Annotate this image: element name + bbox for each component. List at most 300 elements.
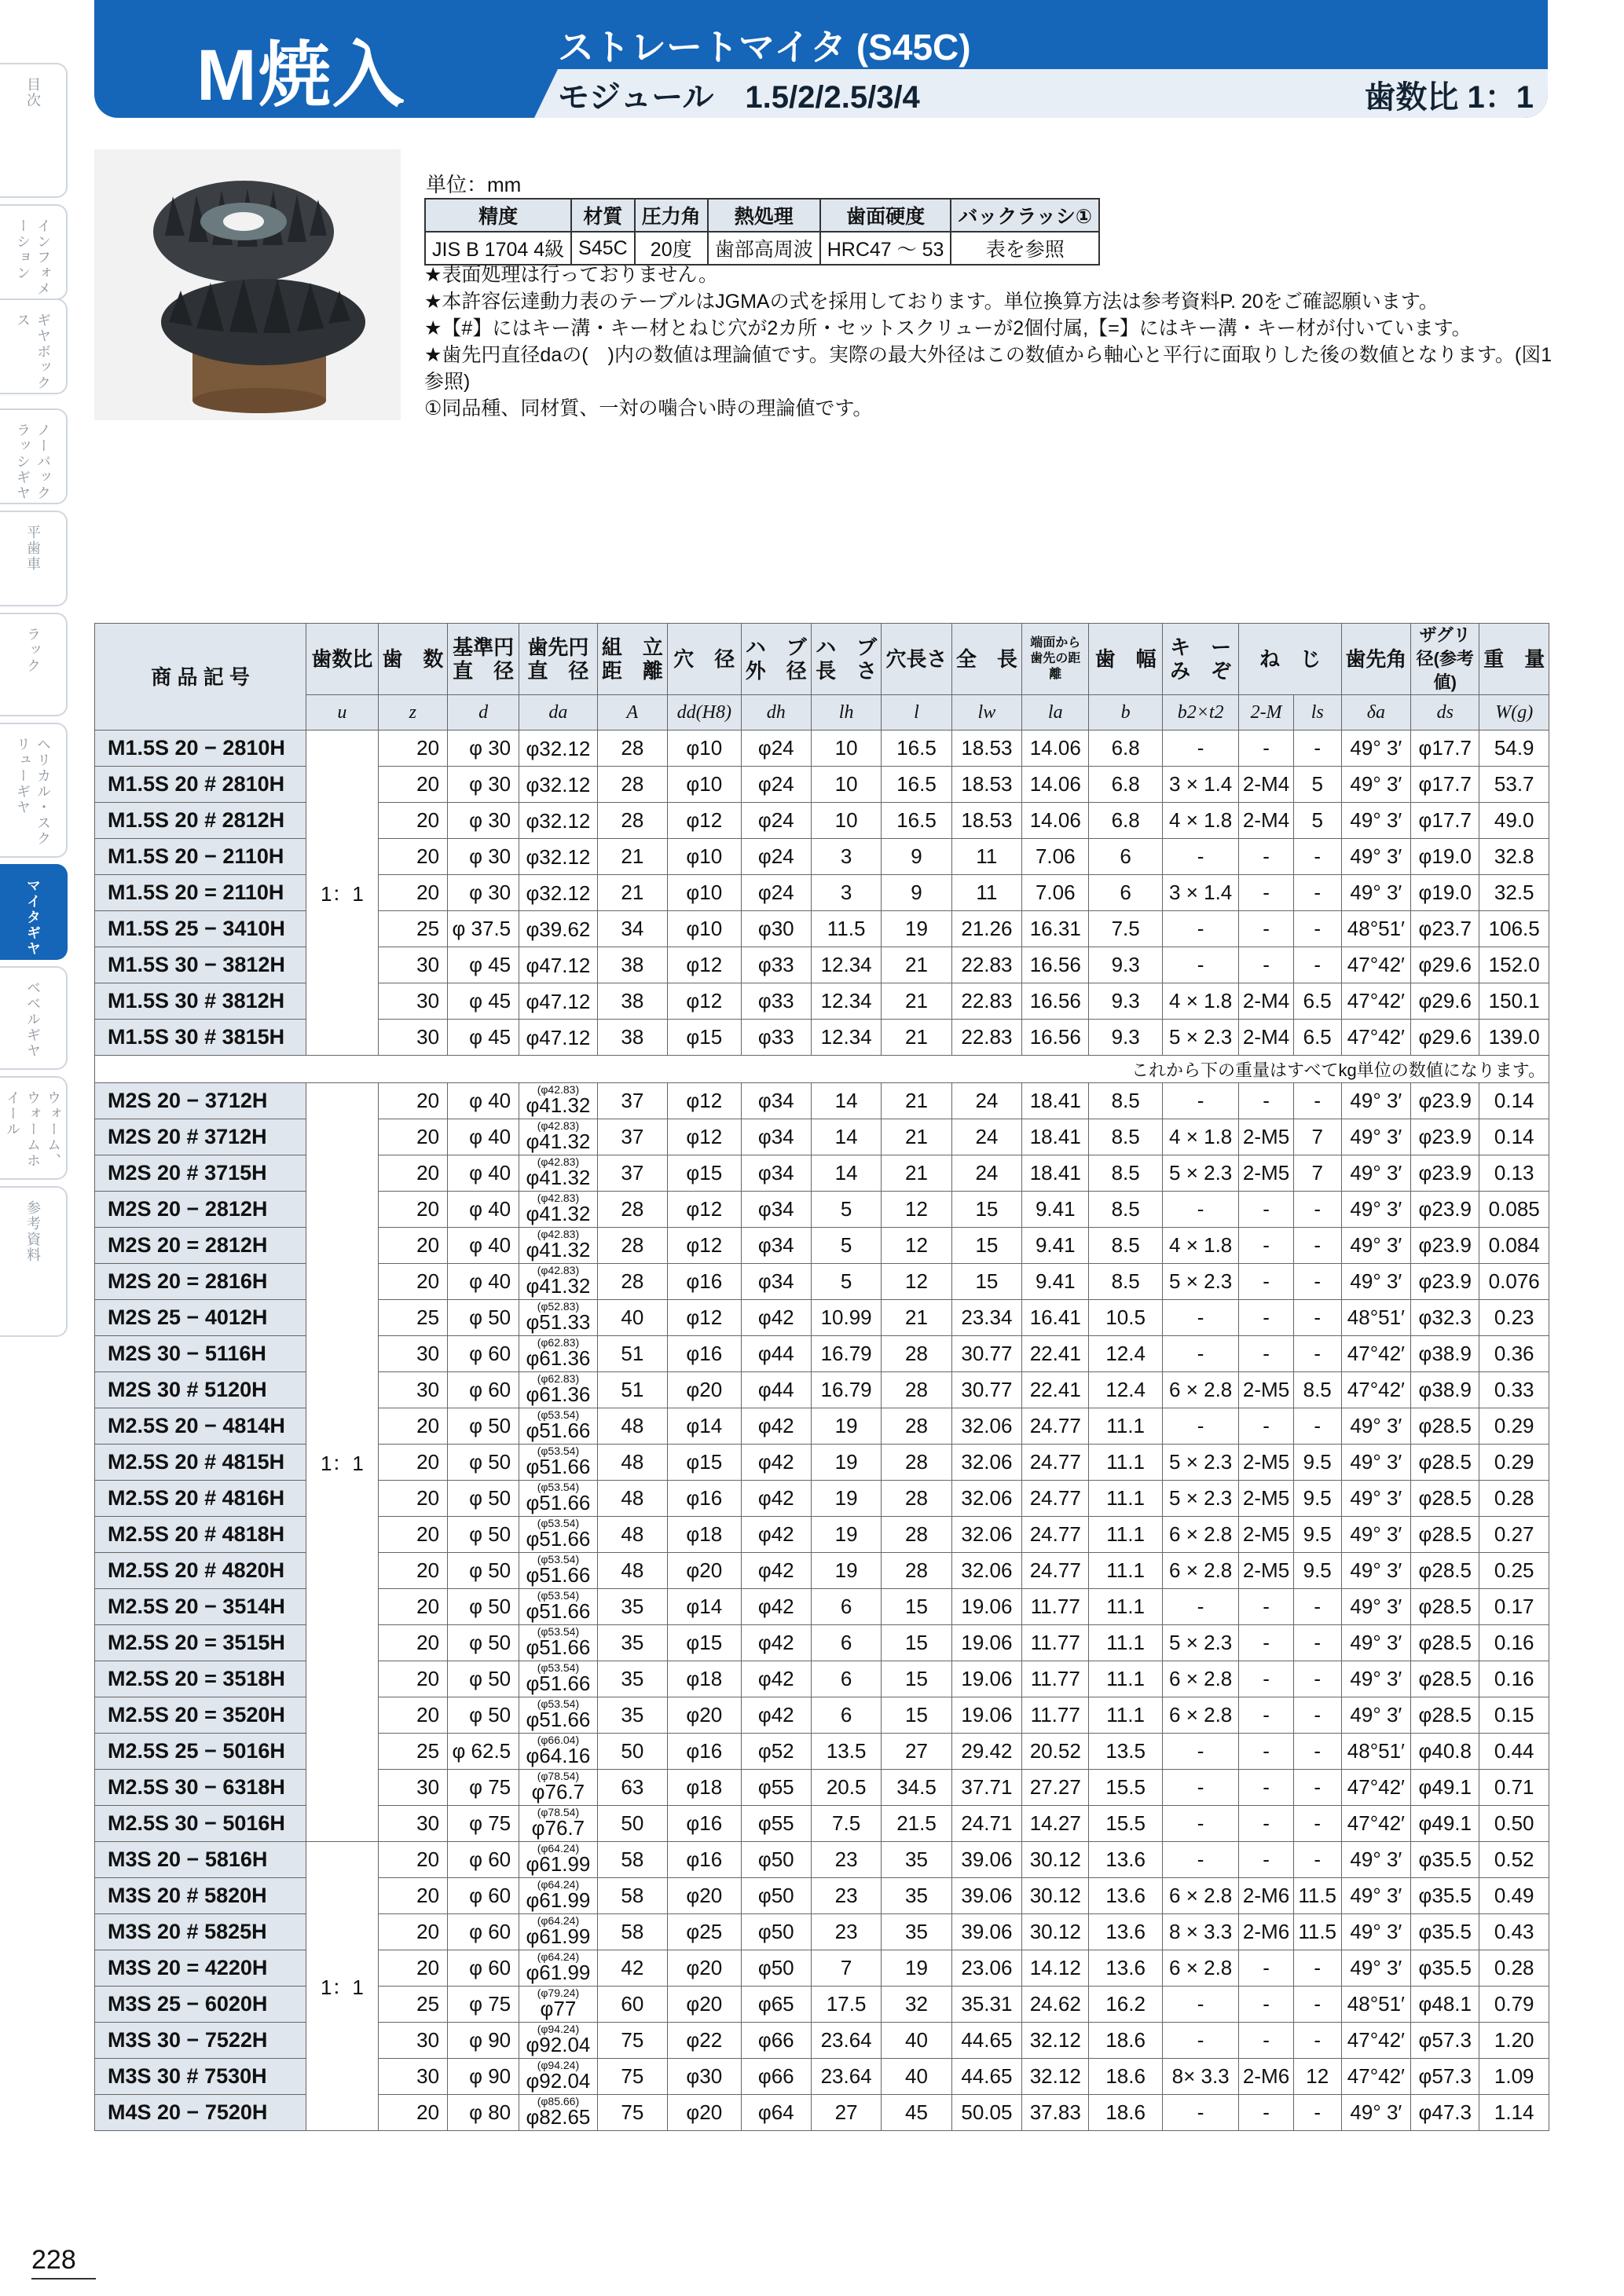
sidebar-tab-label: ウォーム、ウォームホイール <box>5 1090 61 1169</box>
table-cell: φ32.3 <box>1411 1300 1479 1336</box>
sidebar-tab <box>0 613 68 716</box>
notes <box>424 262 1556 422</box>
table-cell: 48°51′ <box>1341 911 1410 947</box>
tip-diameter-value: φ92.04 <box>526 2068 591 2093</box>
table-cell: 2-M5 <box>1239 1372 1293 1408</box>
header-ds: ザグリ径(参考値) <box>1411 624 1479 695</box>
table-cell: 18.41 <box>1022 1083 1089 1119</box>
table-cell: - <box>1239 1625 1293 1661</box>
table-cell: 2-M5 <box>1239 1445 1293 1481</box>
tip-diameter-value: φ51.33 <box>526 1309 591 1334</box>
table-cell: 25 <box>378 1987 447 2023</box>
table-cell: φ 40 <box>448 1155 519 1192</box>
table-cell: - <box>1239 1589 1293 1625</box>
table-cell: - <box>1239 1408 1293 1445</box>
table-cell: 16.41 <box>1022 1300 1089 1336</box>
table-cell: φ23.9 <box>1411 1228 1479 1264</box>
table-cell: 48 <box>597 1445 667 1481</box>
tip-diameter-theoretical: (φ53.54) <box>537 1588 580 1602</box>
sidebar-tab <box>0 723 68 858</box>
table-cell: 23 <box>811 1878 881 1914</box>
table-cell: φ42 <box>741 1589 811 1625</box>
table-cell: 47°42′ <box>1341 2059 1410 2095</box>
table-cell: 18.53 <box>951 731 1021 767</box>
table-cell: 58 <box>597 1842 667 1878</box>
table-cell: 5 <box>1293 767 1341 803</box>
table-cell: 0.14 <box>1479 1083 1549 1119</box>
table-cell: 28 <box>882 1336 951 1372</box>
table-cell: 49° 3′ <box>1341 1119 1410 1155</box>
table-cell: φ 60 <box>448 1914 519 1950</box>
tip-diameter <box>519 1336 598 1372</box>
table-cell: φ10 <box>668 839 741 875</box>
tip-diameter <box>519 1155 598 1192</box>
table-cell: - <box>1293 1264 1341 1300</box>
table-cell: φ 37.5 <box>448 911 519 947</box>
table-cell: - <box>1293 1806 1341 1842</box>
table-cell: 15.5 <box>1089 1770 1162 1806</box>
module-list: モジュール 1.5/2/2.5/3/4 <box>558 80 920 115</box>
table-cell: - <box>1293 1336 1341 1372</box>
table-cell: - <box>1293 1192 1341 1228</box>
product-code: M1.5S 20 = 2110H <box>95 875 306 911</box>
table-cell: - <box>1293 1697 1341 1734</box>
tip-diameter-value: φ51.66 <box>526 1526 591 1551</box>
table-cell: - <box>1239 1661 1293 1697</box>
table-cell: 20 <box>378 1481 447 1517</box>
table-cell: φ23.7 <box>1411 911 1479 947</box>
table-cell: 75 <box>597 2059 667 2095</box>
table-cell: 29.42 <box>951 1734 1021 1770</box>
table-cell: φ28.5 <box>1411 1445 1479 1481</box>
tip-diameter-value: φ41.32 <box>526 1201 591 1225</box>
table-cell: 2-M5 <box>1239 1119 1293 1155</box>
table-cell: 48°51′ <box>1341 1734 1410 1770</box>
tip-diameter-theoretical: (φ64.24) <box>537 1913 580 1927</box>
table-cell: 18.53 <box>951 767 1021 803</box>
tip-diameter-theoretical: (φ52.83) <box>537 1299 580 1313</box>
table-cell: 6 × 2.8 <box>1162 1517 1239 1553</box>
table-cell: 25 <box>378 1734 447 1770</box>
table-cell: φ34 <box>741 1083 811 1119</box>
table-cell: 32.8 <box>1479 839 1549 875</box>
table-cell: 54.9 <box>1479 731 1549 767</box>
table-cell: 49° 3′ <box>1341 839 1410 875</box>
header-la: 端面から歯先の距離 <box>1022 624 1089 695</box>
table-cell: 7.5 <box>811 1806 881 1842</box>
table-cell: 0.44 <box>1479 1734 1549 1770</box>
table-cell: φ24 <box>741 731 811 767</box>
table-cell: φ18 <box>668 1517 741 1553</box>
table-cell: 17.5 <box>811 1987 881 2023</box>
table-cell: 24.77 <box>1022 1408 1089 1445</box>
table-cell: 9.41 <box>1022 1264 1089 1300</box>
table-cell: 49° 3′ <box>1341 1083 1410 1119</box>
table-cell: - <box>1239 875 1293 911</box>
table-cell: 32.12 <box>1022 2059 1089 2095</box>
table-cell: 23.64 <box>811 2023 881 2059</box>
table-cell: φ44 <box>741 1372 811 1408</box>
table-cell: φ30 <box>668 2059 741 2095</box>
tip-diameter-value: φ32.12 <box>526 844 591 869</box>
table-cell: 25 <box>378 1300 447 1336</box>
table-cell: 16.56 <box>1022 1020 1089 1056</box>
table-cell: 37 <box>597 1155 667 1192</box>
table-cell: φ 40 <box>448 1119 519 1155</box>
table-cell: 16.79 <box>811 1336 881 1372</box>
product-code: M2.5S 20 # 4815H <box>95 1445 306 1481</box>
tip-diameter-value: φ41.32 <box>526 1165 591 1189</box>
table-cell: 0.085 <box>1479 1192 1549 1228</box>
table-cell: 20 <box>378 1517 447 1553</box>
table-cell: 16.79 <box>811 1372 881 1408</box>
table-cell: φ50 <box>741 1950 811 1987</box>
table-cell: 106.5 <box>1479 911 1549 947</box>
table-cell: φ 30 <box>448 839 519 875</box>
tip-diameter-theoretical: (φ94.24) <box>537 2058 580 2071</box>
table-cell: 47°42′ <box>1341 2023 1410 2059</box>
table-cell: 63 <box>597 1770 667 1806</box>
table-cell: 18.6 <box>1089 2095 1162 2131</box>
table-cell: 16.5 <box>882 767 951 803</box>
table-cell: - <box>1162 1987 1239 2023</box>
table-cell: 32.06 <box>951 1553 1021 1589</box>
header-ratio: 歯数比 <box>306 624 378 695</box>
table-cell: φ28.5 <box>1411 1697 1479 1734</box>
table-cell: φ55 <box>741 1806 811 1842</box>
table-cell: 12.34 <box>811 983 881 1020</box>
table-cell: 24.77 <box>1022 1445 1089 1481</box>
product-code: M1.5S 25 − 3410H <box>95 911 306 947</box>
symbol-cell: l <box>882 695 951 731</box>
gear-ratio: 歯数比 1：1 <box>1364 80 1534 115</box>
table-cell: φ12 <box>668 1228 741 1264</box>
table-cell: 20 <box>378 767 447 803</box>
symbol-cell: lh <box>811 695 881 731</box>
product-table <box>94 623 1549 2131</box>
tip-diameter <box>519 1770 598 1806</box>
table-cell: 13.6 <box>1089 1842 1162 1878</box>
table-cell: φ34 <box>741 1192 811 1228</box>
table-cell: φ 60 <box>448 1950 519 1987</box>
table-cell: φ 50 <box>448 1408 519 1445</box>
table-cell: 50 <box>597 1806 667 1842</box>
table-cell: 18.6 <box>1089 2023 1162 2059</box>
table-cell: 42 <box>597 1950 667 1987</box>
table-cell: 5 × 2.3 <box>1162 1481 1239 1517</box>
table-cell: 7 <box>811 1950 881 1987</box>
table-cell: 20 <box>378 1697 447 1734</box>
table-cell: φ 50 <box>448 1553 519 1589</box>
sidebar-tab <box>0 966 68 1070</box>
table-cell: 0.28 <box>1479 1481 1549 1517</box>
table-cell: 13.6 <box>1089 1914 1162 1950</box>
table-cell: φ34 <box>741 1119 811 1155</box>
table-cell: 0.14 <box>1479 1119 1549 1155</box>
table-cell: 20.52 <box>1022 1734 1089 1770</box>
table-cell: 48 <box>597 1481 667 1517</box>
table-cell: 40 <box>597 1300 667 1336</box>
table-cell: 13.5 <box>811 1734 881 1770</box>
table-cell: - <box>1293 1842 1341 1878</box>
table-cell: φ 75 <box>448 1770 519 1806</box>
table-cell: 11.1 <box>1089 1589 1162 1625</box>
table-cell: 10 <box>811 803 881 839</box>
table-cell: 20 <box>378 1914 447 1950</box>
table-cell: 30 <box>378 1336 447 1372</box>
table-cell: 39.06 <box>951 1878 1021 1914</box>
table-cell: 32 <box>882 1987 951 2023</box>
table-cell: φ23.9 <box>1411 1264 1479 1300</box>
table-cell: φ42 <box>741 1697 811 1734</box>
table-cell: 10 <box>811 731 881 767</box>
table-cell: - <box>1293 1083 1341 1119</box>
table-cell: φ20 <box>668 1878 741 1914</box>
table-cell: 0.52 <box>1479 1842 1549 1878</box>
tip-diameter <box>519 1192 598 1228</box>
table-cell: 11.1 <box>1089 1481 1162 1517</box>
table-cell: 47°42′ <box>1341 1336 1410 1372</box>
table-cell: 2-M5 <box>1239 1481 1293 1517</box>
product-code: M2S 20 − 3712H <box>95 1083 306 1119</box>
tip-diameter <box>519 2023 598 2059</box>
table-cell: 20 <box>378 1408 447 1445</box>
table-cell: 13.6 <box>1089 1950 1162 1987</box>
product-code: M3S 20 # 5825H <box>95 1914 306 1950</box>
product-code: M3S 30 − 7522H <box>95 2023 306 2059</box>
table-cell: φ35.5 <box>1411 1950 1479 1987</box>
tip-diameter-value: φ32.12 <box>526 736 591 760</box>
table-cell: 49° 3′ <box>1341 731 1410 767</box>
table-cell: φ 50 <box>448 1300 519 1336</box>
table-cell: φ28.5 <box>1411 1553 1479 1589</box>
table-cell: φ42 <box>741 1300 811 1336</box>
table-cell: 24.62 <box>1022 1987 1089 2023</box>
header-delta: 歯先角 <box>1341 624 1410 695</box>
tip-diameter-value: φ51.66 <box>526 1671 591 1695</box>
product-code: M3S 20 − 5816H <box>95 1842 306 1878</box>
table-cell: 5 <box>811 1192 881 1228</box>
table-cell: 19 <box>811 1553 881 1589</box>
tip-diameter-value: φ32.12 <box>526 808 591 833</box>
note-line: ★【#】にはキー溝・キー材とねじ穴が2カ所・セットスクリューが2個付属,【=】にはキー溝・キー材が付いています。 <box>424 317 1472 339</box>
table-cell: 44.65 <box>951 2023 1021 2059</box>
note-line: ①同品種、同材質、一対の噛合い時の理論値です。 <box>424 397 873 419</box>
table-cell: φ66 <box>741 2023 811 2059</box>
product-code: M3S 30 # 7530H <box>95 2059 306 2095</box>
table-cell: φ10 <box>668 911 741 947</box>
tip-diameter-value: φ41.32 <box>526 1237 591 1262</box>
table-cell: 20 <box>378 1553 447 1589</box>
tip-diameter-theoretical: (φ64.24) <box>537 1950 580 1963</box>
product-title: ストレートマイタ (S45C) <box>558 27 971 68</box>
table-cell: φ 30 <box>448 767 519 803</box>
tip-diameter-value: φ39.62 <box>526 917 591 941</box>
table-cell: 24.71 <box>951 1806 1021 1842</box>
table-cell: φ57.3 <box>1411 2023 1479 2059</box>
table-cell: φ17.7 <box>1411 731 1479 767</box>
table-cell: φ42 <box>741 1445 811 1481</box>
table-cell: φ38.9 <box>1411 1336 1479 1372</box>
table-cell: 30.77 <box>951 1336 1021 1372</box>
table-cell: 47°42′ <box>1341 1770 1410 1806</box>
table-cell: 30 <box>378 947 447 983</box>
product-code: M2S 25 − 4012H <box>95 1300 306 1336</box>
product-code: M1.5S 20 − 2110H <box>95 839 306 875</box>
table-cell: 30 <box>378 1806 447 1842</box>
table-cell: 19 <box>811 1517 881 1553</box>
symbol-cell: u <box>306 695 378 731</box>
tip-diameter <box>519 947 598 983</box>
gear-ratio-cell: 1：1 <box>306 1842 378 2131</box>
table-cell: φ33 <box>741 1020 811 1056</box>
table-cell: 14.27 <box>1022 1806 1089 1842</box>
table-cell: 5 × 2.3 <box>1162 1445 1239 1481</box>
table-cell: 9 <box>882 839 951 875</box>
table-cell: 18.53 <box>951 803 1021 839</box>
table-cell: 2-M6 <box>1239 2059 1293 2095</box>
tip-diameter-value: φ51.66 <box>526 1454 591 1478</box>
table-cell: φ12 <box>668 1119 741 1155</box>
table-cell: 12 <box>1293 2059 1341 2095</box>
table-cell: φ20 <box>668 1553 741 1589</box>
table-cell: φ10 <box>668 767 741 803</box>
table-cell: φ18 <box>668 1661 741 1697</box>
table-cell: 49° 3′ <box>1341 1445 1410 1481</box>
table-cell: 49° 3′ <box>1341 1408 1410 1445</box>
table-cell: 49° 3′ <box>1341 875 1410 911</box>
table-cell: 0.084 <box>1479 1228 1549 1264</box>
table-cell: 6 <box>1089 875 1162 911</box>
tip-diameter <box>519 1408 598 1445</box>
tip-diameter <box>519 1553 598 1589</box>
table-cell: φ24 <box>741 875 811 911</box>
table-cell: 44.65 <box>951 2059 1021 2095</box>
gear-ratio-cell: 1：1 <box>306 731 378 1056</box>
table-cell: 20 <box>378 1589 447 1625</box>
table-cell: 4 × 1.8 <box>1162 1228 1239 1264</box>
table-cell: - <box>1239 1770 1293 1806</box>
table-cell: φ55 <box>741 1770 811 1806</box>
table-cell: 32.5 <box>1479 875 1549 911</box>
tip-diameter-theoretical: (φ62.83) <box>537 1335 580 1349</box>
table-cell: φ65 <box>741 1987 811 2023</box>
table-cell: 6 × 2.8 <box>1162 1697 1239 1734</box>
table-cell: 75 <box>597 2095 667 2131</box>
gear-ratio-cell: 1：1 <box>306 1083 378 1842</box>
table-cell: 19.06 <box>951 1589 1021 1625</box>
table-cell: 13.5 <box>1089 1734 1162 1770</box>
product-code: M1.5S 20 # 2812H <box>95 803 306 839</box>
table-cell: 11.5 <box>811 911 881 947</box>
tip-diameter-value: φ76.7 <box>531 1779 585 1803</box>
table-cell: φ20 <box>668 1697 741 1734</box>
tip-diameter-value: φ51.66 <box>526 1562 591 1587</box>
spec-value: 表を参照 <box>951 232 1099 265</box>
table-cell: φ12 <box>668 1300 741 1336</box>
table-cell: 49° 3′ <box>1341 1155 1410 1192</box>
tip-diameter <box>519 1842 598 1878</box>
table-cell: 50.05 <box>951 2095 1021 2131</box>
table-cell: 0.28 <box>1479 1950 1549 1987</box>
table-cell: 48 <box>597 1553 667 1589</box>
table-cell: - <box>1162 1842 1239 1878</box>
table-cell: 75 <box>597 2023 667 2059</box>
table-cell: 35 <box>597 1661 667 1697</box>
tip-diameter-theoretical: (φ78.54) <box>537 1769 580 1782</box>
table-cell: 40 <box>882 2059 951 2095</box>
symbol-cell: la <box>1022 695 1089 731</box>
sidebar-tab <box>0 408 68 504</box>
table-cell: - <box>1162 2023 1239 2059</box>
table-cell: 5 × 2.3 <box>1162 1155 1239 1192</box>
table-cell: 11 <box>951 839 1021 875</box>
product-code: M2S 20 # 3712H <box>95 1119 306 1155</box>
table-cell: φ15 <box>668 1020 741 1056</box>
table-cell: - <box>1239 1697 1293 1734</box>
table-cell: φ 30 <box>448 803 519 839</box>
page-number-rule <box>31 2278 96 2280</box>
table-cell: φ19.0 <box>1411 875 1479 911</box>
table-cell: - <box>1293 2023 1341 2059</box>
table-cell: 14.06 <box>1022 803 1089 839</box>
table-cell: 12.34 <box>811 1020 881 1056</box>
sidebar-tab <box>0 63 68 198</box>
table-cell: φ 50 <box>448 1661 519 1697</box>
table-cell: 19.06 <box>951 1697 1021 1734</box>
table-cell: 2-M4 <box>1239 803 1293 839</box>
product-code: M1.5S 30 − 3812H <box>95 947 306 983</box>
table-cell: 15.5 <box>1089 1806 1162 1842</box>
table-cell: φ 40 <box>448 1192 519 1228</box>
table-cell: φ 50 <box>448 1697 519 1734</box>
table-cell: 49° 3′ <box>1341 1950 1410 1987</box>
tip-diameter-value: φ41.32 <box>526 1129 591 1153</box>
table-cell: 10.99 <box>811 1300 881 1336</box>
table-cell: φ12 <box>668 803 741 839</box>
table-cell: 30 <box>378 1020 447 1056</box>
table-cell: 21 <box>882 983 951 1020</box>
table-cell: 28 <box>597 767 667 803</box>
product-code: M2S 30 # 5120H <box>95 1372 306 1408</box>
table-cell: 39.06 <box>951 1914 1021 1950</box>
table-cell: 20 <box>378 1625 447 1661</box>
table-cell: 6 <box>811 1625 881 1661</box>
table-cell: 32.06 <box>951 1445 1021 1481</box>
tip-diameter-theoretical: (φ42.83) <box>537 1082 580 1096</box>
table-cell: 35 <box>597 1625 667 1661</box>
table-cell: 11.1 <box>1089 1445 1162 1481</box>
table-cell: - <box>1239 1734 1293 1770</box>
table-cell: 12 <box>882 1228 951 1264</box>
table-cell: 20 <box>378 1192 447 1228</box>
table-cell: φ 90 <box>448 2059 519 2095</box>
table-cell: 28 <box>597 1264 667 1300</box>
table-cell: 6.5 <box>1293 1020 1341 1056</box>
table-cell: φ12 <box>668 1192 741 1228</box>
table-cell: φ17.7 <box>1411 767 1479 803</box>
tip-diameter-theoretical: (φ94.24) <box>537 2022 580 2035</box>
tip-diameter-theoretical: (φ53.54) <box>537 1552 580 1565</box>
table-cell: 9.5 <box>1293 1517 1341 1553</box>
tip-diameter-theoretical: (φ53.54) <box>537 1444 580 1457</box>
tip-diameter-theoretical: (φ53.54) <box>537 1408 580 1421</box>
tip-diameter-value: φ76.7 <box>531 1815 585 1840</box>
table-cell: φ20 <box>668 1950 741 1987</box>
symbol-cell: 2-M <box>1239 695 1293 731</box>
table-cell: 15 <box>882 1589 951 1625</box>
table-cell: φ42 <box>741 1481 811 1517</box>
